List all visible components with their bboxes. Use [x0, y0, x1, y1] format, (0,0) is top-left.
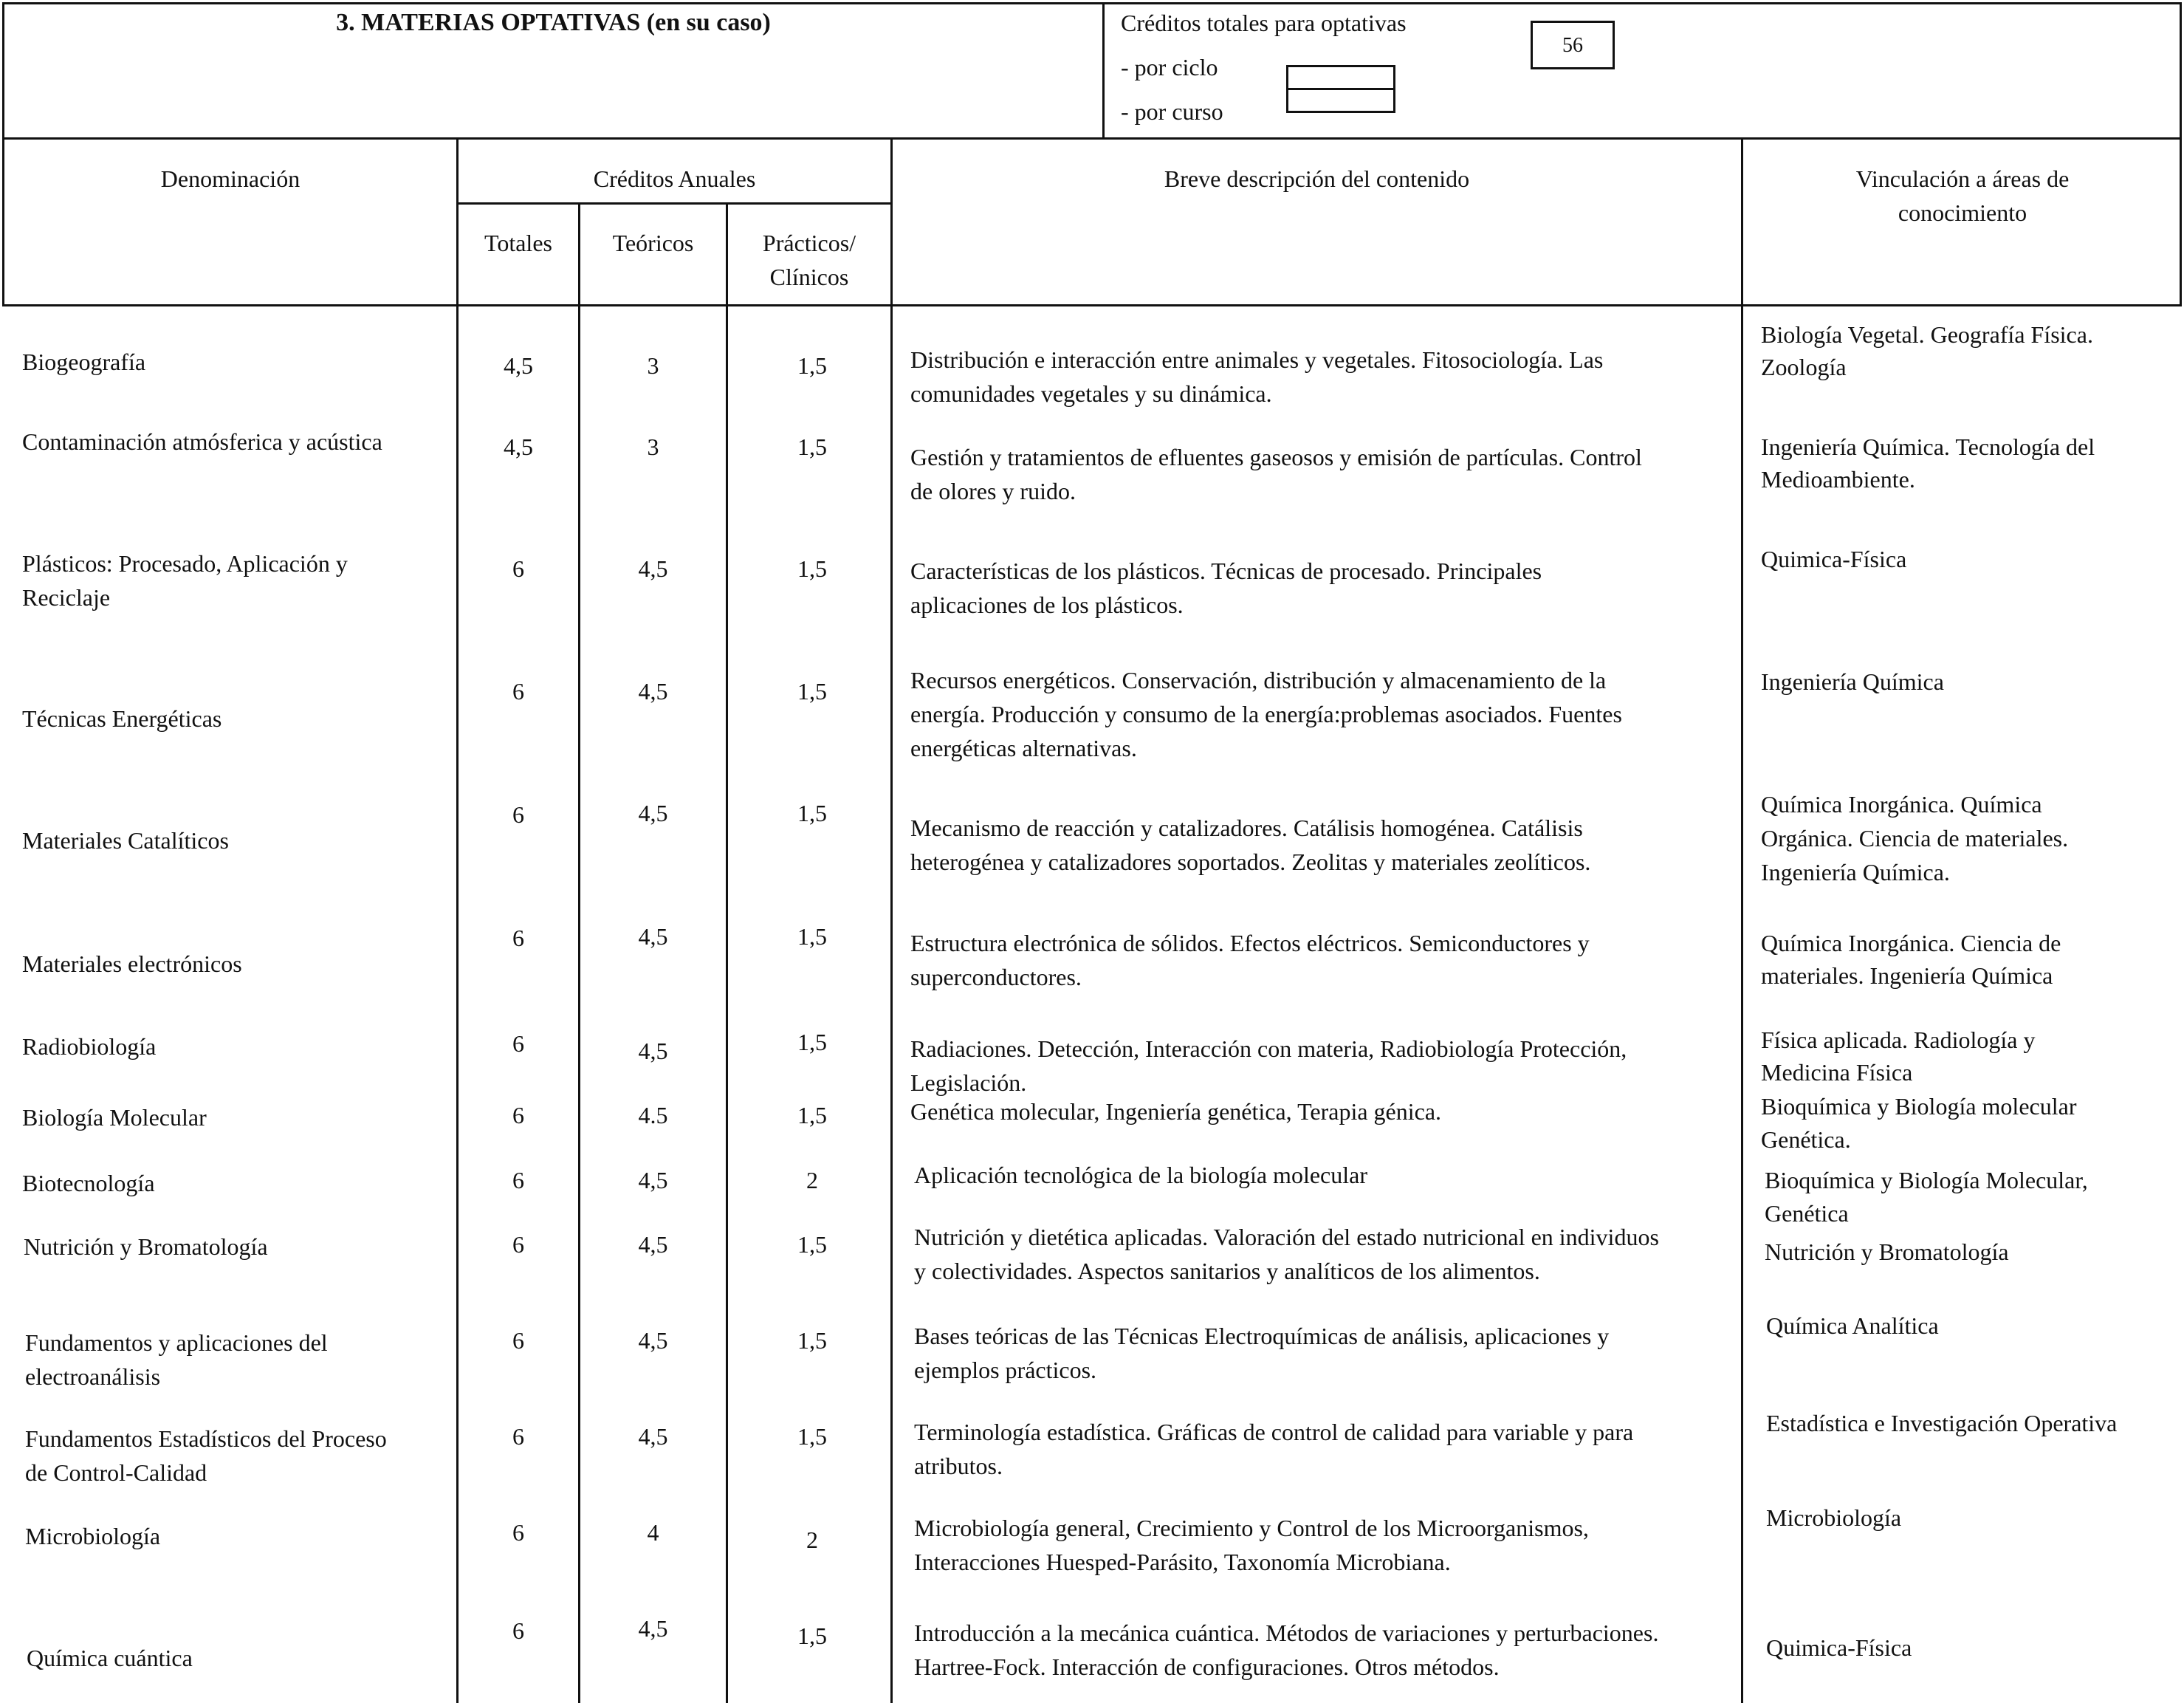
description-line: Radiaciones. Detección, Interacción con materia, Radiobiología Protección,: [910, 1035, 1627, 1062]
credits-theory: 4,5: [638, 678, 668, 705]
credits-practice: 1,5: [797, 352, 827, 379]
credits-theory: 4,5: [638, 1615, 668, 1642]
description-line: Distribución e interacción entre animales y vegetales. Fitosociología. Las: [910, 346, 1604, 373]
col-header-practice-line1: Prácticos/: [762, 230, 856, 256]
description-line: Introducción a la mecánica cuántica. Métodos de variaciones y perturbaciones.: [914, 1620, 1659, 1646]
area-line: Química Inorgánica. Ciencia de: [1761, 930, 2061, 956]
area-line: Bioquímica y Biología molecular: [1761, 1093, 2077, 1120]
section-title: 3. MATERIAS OPTATIVAS (en su caso): [336, 9, 771, 36]
credits-theory: 4,5: [638, 1423, 668, 1450]
credits-total: 6: [512, 1030, 524, 1057]
col-header-areas-line2: conocimiento: [1898, 199, 2027, 226]
area-line: Ingeniería Química. Tecnología del: [1761, 434, 2095, 460]
subject-name: Biogeografía: [22, 349, 146, 375]
subject-name: Plásticos: Procesado, Aplicación y: [22, 550, 348, 577]
description-line: Gestión y tratamientos de efluentes gaseosos y emisión de partículas. Control: [910, 444, 1642, 470]
description-line: Hartree-Fock. Interacción de configuraciones. Otros métodos.: [914, 1654, 1500, 1680]
credits-total: 4,5: [504, 352, 533, 379]
subject-name: Fundamentos y aplicaciones del: [25, 1329, 328, 1356]
subject-name: electroanálisis: [25, 1363, 161, 1390]
credits-practice: 1,5: [797, 434, 827, 460]
credits-practice: 1,5: [797, 1423, 827, 1450]
area-line: Ingeniería Química.: [1761, 859, 1950, 885]
credits-total: 6: [512, 1423, 524, 1450]
credits-theory: 4,5: [638, 1038, 668, 1064]
credits-total: 6: [512, 555, 524, 582]
area-line: Zoología: [1761, 354, 1847, 380]
credits-practice: 1,5: [797, 1231, 827, 1258]
area-line: Nutrición y Bromatología: [1765, 1238, 2009, 1265]
description-line: Características de los plásticos. Técnicas de procesado. Principales: [910, 558, 1542, 584]
total-credits-box: [1531, 21, 1615, 69]
credits-practice: 1,5: [797, 1102, 827, 1128]
area-line: Química Inorgánica. Química: [1761, 791, 2042, 818]
subject-name: Materiales electrónicos: [22, 950, 242, 977]
credits-total: 6: [512, 1327, 524, 1354]
column-header-bottom-border: [2, 304, 2182, 306]
subject-name: Nutrición y Bromatología: [24, 1233, 268, 1260]
description-line: aplicaciones de los plásticos.: [910, 592, 1184, 618]
subject-name: Reciclaje: [22, 584, 111, 611]
column-divider-theory: [726, 202, 728, 1703]
area-line: Microbiología: [1766, 1504, 1902, 1531]
description-line: Legislación.: [910, 1069, 1027, 1096]
credits-practice: 1,5: [797, 800, 827, 826]
per-cycle-label: - por ciclo: [1121, 54, 1218, 80]
description-line: energía. Producción y consumo de la energía:problemas asociados. Fuentes: [910, 701, 1622, 727]
subject-name: Biología Molecular: [22, 1104, 207, 1131]
credits-total: 6: [512, 1519, 524, 1546]
description-line: ejemplos prácticos.: [914, 1357, 1097, 1383]
credits-practice: 2: [806, 1167, 818, 1193]
credits-total: 6: [512, 801, 524, 828]
credits-total: 6: [512, 1617, 524, 1644]
description-line: de olores y ruido.: [910, 478, 1076, 504]
description-line: Recursos energéticos. Conservación, distribución y almacenamiento de la: [910, 667, 1607, 693]
area-line: Ingeniería Química: [1761, 668, 1944, 695]
area-line: Biología Vegetal. Geografía Física.: [1761, 321, 2093, 348]
credits-total: 6: [512, 1167, 524, 1193]
credits-theory: 4.5: [638, 1102, 668, 1128]
credits-total: 6: [512, 1231, 524, 1258]
credits-practice: 1,5: [797, 1327, 827, 1354]
area-line: Genética: [1765, 1200, 1849, 1227]
column-divider-practice: [890, 137, 893, 1703]
header-divider: [1102, 2, 1105, 139]
credits-theory: 3: [647, 352, 659, 379]
credits-theory: 3: [647, 434, 659, 460]
header-bottom-border: [2, 137, 2182, 140]
col-header-total: Totales: [484, 230, 552, 256]
credits-theory: 4,5: [638, 1231, 668, 1258]
credits-theory: 4: [647, 1519, 659, 1546]
credits-practice: 1,5: [797, 1029, 827, 1055]
area-line: Bioquímica y Biología Molecular,: [1765, 1167, 2088, 1193]
top-border: [2, 2, 2180, 4]
description-line: heterogénea y catalizadores soportados. Zeolitas y materiales zeolíticos.: [910, 849, 1591, 875]
credits-theory: 4,5: [638, 800, 668, 826]
credits-practice: 1,5: [797, 923, 827, 950]
col-header-name: Denominación: [160, 165, 301, 192]
subject-name: Materiales Catalíticos: [22, 827, 229, 854]
credits-practice: 1,5: [797, 1623, 827, 1649]
description-line: energéticas alternativas.: [910, 735, 1137, 761]
credits-practice: 2: [806, 1526, 818, 1553]
subject-name: Técnicas Energéticas: [22, 705, 222, 732]
col-header-annual-credits: Créditos Anuales: [593, 165, 756, 192]
description-line: Nutrición y dietética aplicadas. Valoración del estado nutricional en individuos: [914, 1224, 1659, 1250]
description-line: y colectividades. Aspectos sanitarios y analíticos de los alimentos.: [914, 1258, 1540, 1284]
col-header-areas-line1: Vinculación a áreas de: [1855, 165, 2070, 192]
area-line: materiales. Ingeniería Química: [1761, 962, 2053, 989]
subject-name: Química cuántica: [27, 1645, 193, 1671]
area-line: Quimica-Física: [1766, 1634, 1912, 1661]
description-line: superconductores.: [910, 964, 1082, 990]
description-line: Aplicación tecnológica de la biología molecular: [914, 1162, 1367, 1188]
col-header-practice-line2: Clínicos: [769, 264, 849, 290]
outer-left-border: [2, 2, 4, 305]
description-line: comunidades vegetales y su dinámica.: [910, 380, 1272, 407]
subject-name: Fundamentos Estadísticos del Proceso: [25, 1425, 387, 1452]
col-header-theory: Teóricos: [612, 230, 694, 256]
per-course-label: - por curso: [1121, 98, 1223, 125]
description-line: Estructura electrónica de sólidos. Efectos eléctricos. Semiconductores y: [910, 930, 1590, 956]
credits-total: 6: [512, 925, 524, 951]
description-line: Mecanismo de reacción y catalizadores. Catálisis homogénea. Catálisis: [910, 815, 1583, 841]
area-line: Estadística e Investigación Operativa: [1766, 1410, 2118, 1436]
credits-total: 6: [512, 678, 524, 705]
area-line: Medioambiente.: [1761, 466, 1915, 493]
column-divider-description: [1741, 137, 1743, 1703]
area-line: Química Analítica: [1766, 1312, 1939, 1339]
area-line: Genética.: [1761, 1126, 1851, 1153]
description-line: Interacciones Huesped-Parásito, Taxonomía Microbiana.: [914, 1549, 1451, 1575]
description-line: Bases teóricas de las Técnicas Electroquímicas de análisis, aplicaciones y: [914, 1323, 1610, 1349]
credits-subheader-line: [456, 202, 892, 205]
col-header-description: Breve descripción del contenido: [1164, 165, 1470, 192]
subject-name: Contaminación atmósferica y acústica: [22, 428, 382, 455]
total-credits-value: 56: [1562, 34, 1583, 57]
credits-total: 6: [512, 1102, 524, 1128]
area-line: Medicina Física: [1761, 1059, 1913, 1086]
credits-theory: 4,5: [638, 923, 668, 950]
description-line: Genética molecular, Ingeniería genética, Terapia génica.: [910, 1098, 1442, 1125]
credits-practice: 1,5: [797, 555, 827, 582]
description-line: Terminología estadística. Gráficas de control de calidad para variable y para: [914, 1419, 1634, 1445]
area-line: Orgánica. Ciencia de materiales.: [1761, 825, 2069, 852]
area-line: Física aplicada. Radiología y: [1761, 1027, 2036, 1053]
outer-right-border: [2180, 2, 2182, 305]
subject-name: Microbiología: [25, 1523, 161, 1549]
description-line: Microbiología general, Crecimiento y Control de los Microorganismos,: [914, 1515, 1589, 1541]
credits-total: 4,5: [504, 434, 533, 460]
credits-theory: 4,5: [638, 1167, 668, 1193]
credits-theory: 4,5: [638, 1327, 668, 1354]
credits-practice: 1,5: [797, 678, 827, 705]
credits-theory: 4,5: [638, 555, 668, 582]
per-course-box: [1286, 88, 1395, 113]
description-line: atributos.: [914, 1453, 1003, 1479]
subject-name: Radiobiología: [22, 1033, 157, 1060]
total-credits-label: Créditos totales para optativas: [1121, 10, 1407, 36]
area-line: Quimica-Física: [1761, 546, 1907, 572]
subject-name: Biotecnología: [22, 1170, 155, 1196]
per-cycle-box: [1286, 65, 1395, 90]
subject-name: de Control-Calidad: [25, 1459, 207, 1486]
